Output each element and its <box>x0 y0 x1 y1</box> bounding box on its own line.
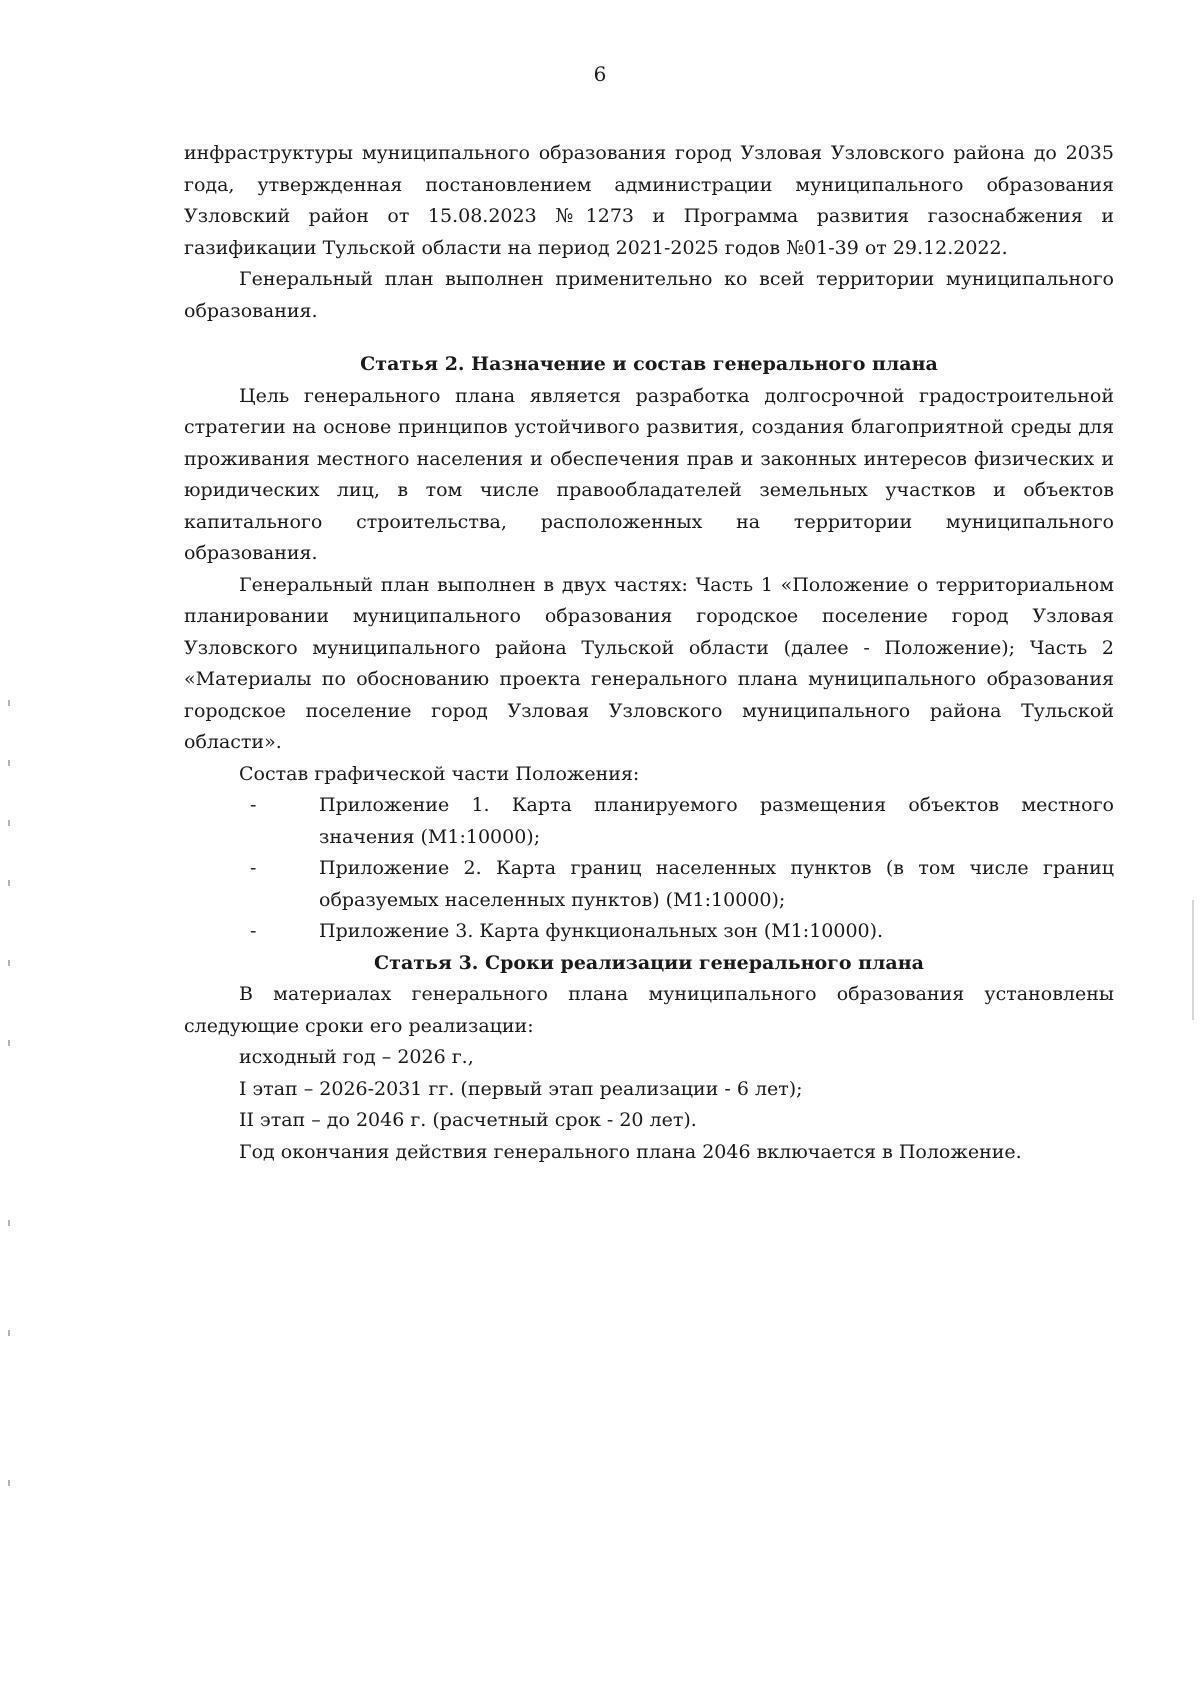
paragraph-stage-1: I этап – 2026-2031 гг. (первый этап реализации - 6 лет); <box>239 1077 803 1100</box>
scan-edge-mark <box>1192 900 1194 1020</box>
list-dash: - <box>250 857 257 879</box>
list-item <box>184 853 1114 916</box>
list-dash: - <box>250 920 257 942</box>
paragraph-territory: Генеральный план выполнен применительно ко всей территории муниципального образования. <box>184 268 1114 322</box>
document-body <box>184 138 1114 1168</box>
paragraph-end-year: Год окончания действия генерального плана 2046 включается в Положение. <box>239 1140 1022 1163</box>
list-item <box>184 790 1114 853</box>
paragraph-terms: В материалах генерального плана муниципального образования установлены следующие сроки его реализации: <box>184 983 1114 1037</box>
list-item-text: Приложение 2. Карта границ населенных пунктов (в том числе границ образуемых населенных пунктов) (М1:10000); <box>319 857 1114 911</box>
paragraph-parts: Генеральный план выполнен в двух частях: Часть 1 «Положение о территориальном планировании муниципального образования городское поселение город Узловая Узловского муниципального района Тульской области (далее - Положение); Часть 2 «Материалы по обоснованию проекта генерального плана муниципального образования городское поселение город Узловая Узловского муниципального района Тульской области». <box>184 573 1114 753</box>
page-number: 6 <box>593 62 607 86</box>
paragraph-stage-2: II этап – до 2046 г. (расчетный срок - 20 лет). <box>239 1109 697 1131</box>
paragraph-base-year: исходный год – 2026 г., <box>239 1046 474 1068</box>
list-dash: - <box>250 794 257 816</box>
heading-article-2: Статья 2. Назначение и состав генерального плана <box>360 353 938 375</box>
paragraph-goal: Цель генерального плана является разработка долгосрочной градостроительной стратегии на основе принципов устойчивого развития, создания благоприятной среды для проживания местного населения и обеспечения прав и законных интересов физических и юридических лиц, в том числе правообладателей земельных участков и объектов капитального строительства, расположенных на территории муниципального образования. <box>184 384 1114 564</box>
list-item <box>184 916 1114 948</box>
heading-article-3: Статья 3. Сроки реализации генерального плана <box>374 951 924 974</box>
list-item-text: Приложение 3. Карта функциональных зон (М1:10000). <box>319 920 884 942</box>
paragraph-graphic-composition: Состав графической части Положения: <box>239 762 640 785</box>
paragraph-infrastructure: инфраструктуры муниципального образования город Узловая Узловского района до 2035 года, утвержденная постановлением администрации муниципального образования Узловский район от 15.08.2023 №1273 и Программа развития газоснабжения и газификации Тульской области на период 2021-2025 годов №01-39 от 29.12.2022. <box>184 142 1114 259</box>
list-item-text: Приложение 1. Карта планируемого размещения объектов местного значения (М1:10000); <box>319 794 1114 848</box>
